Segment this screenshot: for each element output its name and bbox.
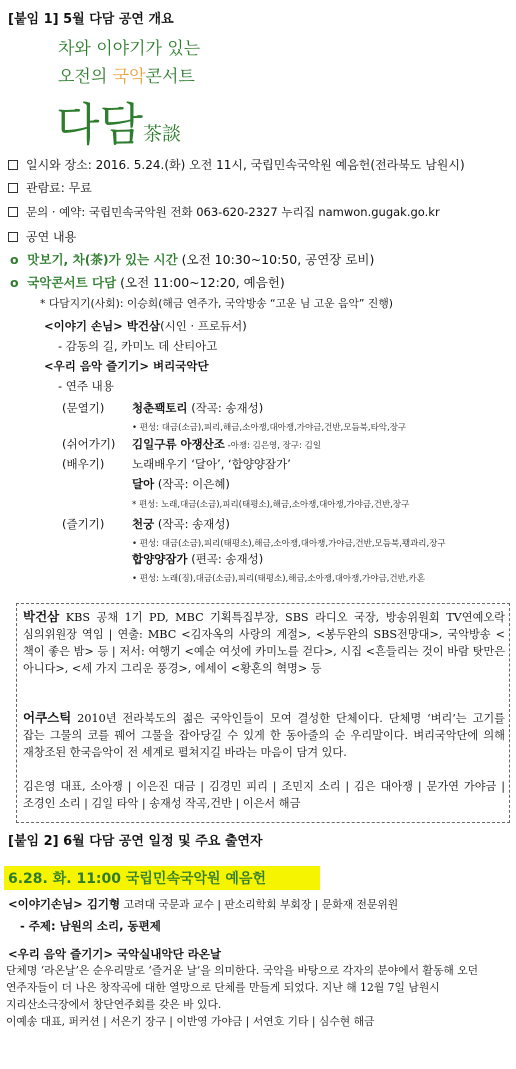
repertoire-detail: -아쟁: 김은영, 장구: 김일 xyxy=(224,441,322,451)
repertoire-title-text: 김일구류 아쟁산조 xyxy=(132,437,225,451)
story-guest-role: (시인 · 프로듀서) xyxy=(160,319,247,333)
title-line-2-prefix: 오전의 xyxy=(58,67,113,87)
june-date-line: 6.28. 화. 11:00 국립민속국악원 예음헌 xyxy=(8,871,267,887)
june-group-members: 이예송 대표, 퍼커션 | 서은기 장구 | 이반영 가야금 | 서연호 기타 | 심수현 해금 xyxy=(6,1015,375,1028)
title-line-2-accent: 국악 xyxy=(112,67,146,87)
program-tea-title: 맛보기, 차(茶)가 있는 시간 xyxy=(27,252,178,267)
title-big xyxy=(56,88,181,153)
checkbox-icon xyxy=(8,207,18,217)
info-content-heading-text: 공연 내용 xyxy=(26,230,77,244)
june-group-description xyxy=(6,962,508,1030)
june-group-text: 단체명 ‘라온날’은 순우리말로 ‘즐거운 날’을 의미한다. 국악을 바탕으로 각자의 분야에서 활동해 오던 연주자들이 더 나은 창작곡에 대한 열망으로 단체를 만들게 되었다. 지난 해 12월 7일 남원시 지리산소극장에서 창단연주회를 갖은 바 있다. xyxy=(6,964,479,1011)
title-line-1: 차와 이야기가 있는 xyxy=(58,39,201,59)
repertoire-title-text: 달아 xyxy=(132,477,155,491)
repertoire-heading: - 연주 내용 xyxy=(58,379,114,393)
bio-text-2: 2010년 전라북도의 젊은 국악인들이 모여 결성한 단체이다. 단체명 ‘벼리’는 고기를 잡는 그물의 코를 꿰어 그물을 잡아당길 수 있게 한 동아줄의 순 우리말이다. 벼리국악단에 의해 재창조된 한국음악이 전 세계로 펼쳐지길 바라는 마음이 담겨 있다. xyxy=(23,712,505,759)
repertoire-section: (즐기기) xyxy=(62,517,105,531)
music-section-label: <우리 음악 즐기기> 벼리국악단 xyxy=(44,359,209,373)
repertoire-title-text: 합양양잠가 xyxy=(132,552,188,566)
circle-bullet-icon: o xyxy=(10,275,28,290)
info-content-heading xyxy=(8,228,76,245)
attachment-2-heading: [붙임 2] 6월 다담 공연 일정 및 주요 출연자 xyxy=(8,834,263,849)
june-guest-label: <이야기손님> 김기형 xyxy=(8,897,121,911)
june-topic: - 주제: 남원의 소리, 동편제 xyxy=(20,919,161,933)
repertoire-title xyxy=(132,436,321,452)
repertoire-title xyxy=(132,551,263,567)
story-guest xyxy=(44,318,247,334)
story-topic: - 감동의 길, 카미노 데 산티아고 xyxy=(58,339,218,353)
repertoire-detail: * 편성: 노래,대금(소금),피리(태평소),해금,소아쟁,대아쟁,가야금,건반,장구 xyxy=(132,500,410,510)
info-contact xyxy=(8,204,440,220)
bio-paragraph-2 xyxy=(23,709,505,761)
info-contact-text: 문의 · 예약: 국립민속국악원 전화 063-620-2327 누리집 namwon.gugak.go.kr xyxy=(26,205,440,219)
bio-name-1: 박건삼 xyxy=(23,609,60,624)
repertoire-section: (쉬어가기) xyxy=(62,437,116,451)
info-date-place-text: 일시와 장소: 2016. 5.24.(화) 오전 11시, 국립민속국악원 예음헌(전라북도 남원시) xyxy=(26,158,465,172)
repertoire-detail: • 편성: 대금(소금),피리,해금,소아쟁,대아쟁,가야금,건반,모듬북,타악,장구 xyxy=(132,423,407,433)
repertoire-section: (배우기) xyxy=(62,457,105,471)
attachment-1-heading: [붙임 1] 5월 다담 공연 개요 xyxy=(8,12,174,27)
info-fee xyxy=(8,179,92,196)
program-host: * 다담지기(사회): 이승희(해금 연주가, 국악방송 “고운 님 고운 음악” 진행) xyxy=(40,297,393,310)
bio-text-1: KBS 공채 1기 PD, MBC 기획특집부장, SBS 라디오 국장, 방송위원회 TV연예오락 심의위원장 역임 | 연출: MBC <김자옥의 사랑의 계절>, <봉두완의 SBS전망대>, 국악방송 <책이 좋은 밤> 등 | 저서: 여행기 <예순 여섯에 카미노를 걷다>, 시집 <흔들리는 것이 바람 탓만은 아니다>, <세 가지 그리운 풍경>, 에세이 <황혼의 혁명> 등 xyxy=(23,611,505,675)
checkbox-icon xyxy=(8,183,18,193)
bio-paragraph-1 xyxy=(23,608,505,677)
repertoire-credit: (작곡: 송재성) xyxy=(187,401,264,415)
repertoire-section: (문열기) xyxy=(62,401,105,415)
repertoire-title-text: 청춘꽥토리 xyxy=(132,401,188,415)
title-big-text: 다담 xyxy=(56,98,143,151)
repertoire-credit: (작곡: 송재성) xyxy=(154,517,230,531)
repertoire-title: 노래배우기 ‘달아’, ‘합양양잠가’ xyxy=(132,457,291,471)
bio-members: 김은영 대표, 소아쟁 | 이은진 대금 | 김경민 피리 | 조민지 소리 | 김은 대아쟁 | 문가연 가야금 | 조경인 소리 | 김일 타악 | 송재성 작곡,건반 | 이은서 해금 xyxy=(23,780,505,810)
title-line-2 xyxy=(58,62,195,87)
checkbox-icon xyxy=(8,232,18,242)
circle-bullet-icon: o xyxy=(10,252,28,267)
title-line-2-suffix: 콘서트 xyxy=(145,67,195,87)
repertoire-detail: • 편성: 대금(소금),피리(태평소),해금,소아쟁,대아쟁,가야금,건반,모듬북,꽹과리,장구 xyxy=(132,539,446,549)
info-date-place xyxy=(8,156,465,173)
program-concert xyxy=(10,273,285,291)
repertoire-title xyxy=(132,476,230,492)
repertoire-credit: (작곡: 이은혜) xyxy=(154,477,230,491)
june-guest xyxy=(8,896,398,912)
bio-name-2: 어쿠스틱 xyxy=(23,710,72,725)
story-guest-label: <이야기 손님> 박건삼 xyxy=(44,319,161,333)
bio-box xyxy=(16,603,510,823)
repertoire-title xyxy=(132,400,263,416)
repertoire-detail: • 편성: 노래(징),대금(소금),피리(태평소),해금,소아쟁,대아쟁,가야금,건반,카혼 xyxy=(132,574,425,584)
program-concert-time: (오전 11:00~12:20, 예음헌) xyxy=(116,275,285,290)
program-tea xyxy=(10,250,374,268)
repertoire-title xyxy=(132,516,230,532)
repertoire-title-text: 천궁 xyxy=(132,517,155,531)
program-tea-time: (오전 10:30~10:50, 공연장 로비) xyxy=(177,252,375,267)
program-concert-title: 국악콘서트 다담 xyxy=(27,275,117,290)
checkbox-icon xyxy=(8,160,18,170)
repertoire-credit: (편곡: 송재성) xyxy=(187,552,264,566)
info-fee-text: 관람료: 무료 xyxy=(26,181,92,195)
june-guest-role: 고려대 국문과 교수 | 판소리학회 부회장 | 문화재 전문위원 xyxy=(120,898,399,911)
june-group-label: <우리 음악 즐기기> 국악실내악단 라온날 xyxy=(8,947,222,961)
title-hanja: 茶談 xyxy=(142,123,181,145)
